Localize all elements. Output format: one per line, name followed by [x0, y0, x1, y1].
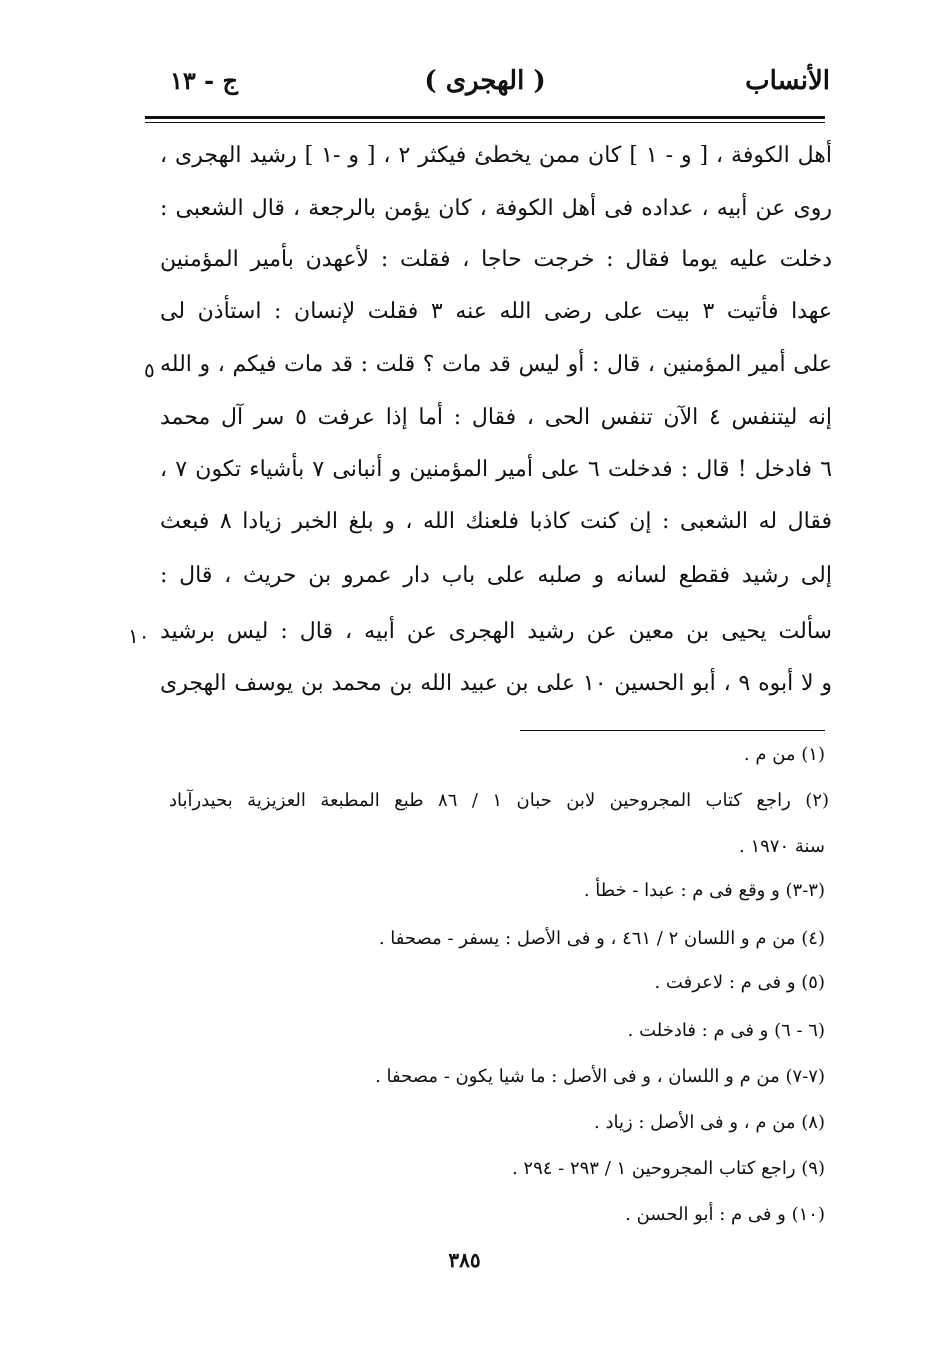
footnote-8: (٨) من م ، و فى الأصل : زياد .	[594, 1112, 825, 1133]
header-section-title: الأنساب	[745, 66, 830, 96]
text-line-8: فقال له الشعبى : إن كنت كاذبا فلعنك الله ، و بلغ الخبر زيادا ٨ فبعث	[160, 509, 832, 534]
text-line-11: و لا أبوه ٩ ، أبو الحسين ١٠ على بن عبيد الله بن محمد بن يوسف الهجرى	[160, 671, 832, 696]
footnote-separator	[520, 730, 825, 731]
footnote-9: (٩) راجع كتاب المجروحين ١ / ٢٩٣ - ٢٩٤ .	[511, 1158, 825, 1179]
line-number-10: ١٠	[128, 624, 150, 648]
footnote-1: (١) من م .	[743, 744, 825, 765]
footnote-3: (٣-٣) و وقع فى م : عبدا - خطأ .	[583, 880, 825, 901]
footnote-6: (٦ - ٦) و فى م : فادخلت .	[627, 1020, 825, 1041]
text-line-2: روى عن أبيه ، عداده فى أهل الكوفة ، كان يؤمن بالرجعة ، قال الشعبى :	[160, 196, 832, 221]
footnote-4: (٤) من م و اللسان ٢ / ٤٦١ ، و فى الأصل : يسفر - مصحفا .	[378, 928, 825, 949]
footnote-2-continued: سنة ١٩٧٠ .	[738, 836, 825, 857]
text-line-4: عهدا فأتيت ٣ بيت على رضى الله عنه ٣ فقلت لإنسان : استأذن لى	[160, 299, 832, 324]
text-line-5: على أمير المؤمنين ، قال : أو ليس قد مات ؟ قلت : قد مات فيكم ، و الله	[160, 352, 832, 377]
footnote-10: (١٠) و فى م : أبو الحسن .	[625, 1204, 825, 1225]
text-line-3: دخلت عليه يوما فقال : خرجت حاجا ، فقلت : لأعهدن بأمير المؤمنين	[160, 247, 832, 272]
header-volume: ج - ١٣	[170, 66, 238, 95]
text-line-9: إلى رشيد فقطع لسانه و صلبه على باب دار عمرو بن حريث ، قال :	[160, 563, 832, 588]
page-number: ٣٨٥	[448, 1248, 481, 1272]
running-header	[140, 58, 830, 108]
header-rule-thin	[145, 122, 825, 123]
line-number-5: ٥	[144, 358, 155, 382]
header-rule-thick	[145, 116, 825, 119]
text-line-7: ٦ فادخل ! قال : فدخلت ٦ على أمير المؤمنين و أنبانى ٧ بأشياء تكون ٧ ،	[160, 457, 833, 482]
footnote-2: (٢) راجع كتاب المجروحين لابن حبان ١ / ٨٦ طبع المطبعة العزيزية بحيدرآباد	[169, 790, 830, 811]
text-line-10: سألت يحيى بن معين عن رشيد الهجرى عن أبيه ، قال : ليس برشيد	[160, 619, 832, 644]
header-entry-title: ( الهجرى )	[424, 66, 546, 96]
text-line-6: إنه ليتنفس ٤ الآن تنفس الحى ، فقال : أما إذا عرفت ٥ سر آل محمد	[160, 405, 833, 430]
text-line-1: أهل الكوفة ، [ و - ١ ] كان ممن يخطئ فيكثر ٢ ، [ و -١ ] رشيد الهجرى ،	[160, 143, 833, 168]
footnote-5: (٥) و فى م : لاعرفت .	[654, 972, 825, 993]
footnote-7: (٧-٧) من م و اللسان ، و فى الأصل : ما شيا يكون - مصحفا .	[375, 1066, 825, 1087]
